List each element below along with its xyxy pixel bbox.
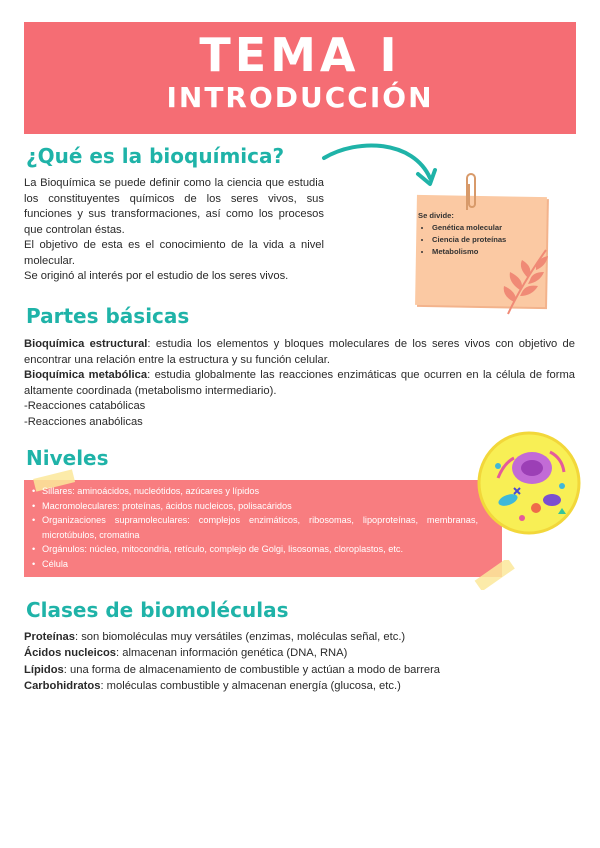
page-subtitle: INTRODUCCIÓN: [166, 81, 434, 114]
sub-catabolicas: -Reacciones catabólicas: [24, 400, 146, 412]
text-estructural: : estudia los elementos y bloques moleculares de los seres vivos con objetivo de encontrar una relación entre la estructura y su función celular.: [24, 338, 575, 366]
list-item: • Organizaciones supramoleculares: complejos enzimáticos, ribosomas, lipoproteínas, membranas, microtúbulos, cromatina: [30, 513, 478, 542]
term-metabolica: Bioquímica metabólica: [24, 369, 148, 381]
note-list: [418, 222, 538, 258]
section-heading-bioquimica: ¿Qué es la bioquímica?: [26, 144, 285, 168]
header-banner: [24, 22, 576, 134]
text-acidos-nucleicos: : almacenan información genética (DNA, RNA): [116, 647, 348, 660]
origin-paragraph: Se originó al interés por el estudio de los seres vivos.: [24, 270, 289, 282]
page-title: TEMA I: [199, 28, 401, 82]
note-item: • Metabolismo: [432, 246, 538, 258]
note-item: • Ciencia de proteínas: [432, 234, 538, 246]
section-heading-partes-basicas: Partes básicas: [26, 304, 190, 328]
note-item: • Genética molecular: [432, 222, 538, 234]
text-lipidos: : una forma de almacenamiento de combustible y actúan a modo de barrera: [63, 663, 441, 676]
sub-anabolicas: -Reacciones anabólicas: [24, 415, 143, 428]
term-lipidos: Lípidos: [24, 663, 64, 676]
objective-paragraph: El objetivo de esta es el conocimiento de la vida a nivel molecular.: [24, 239, 324, 267]
bioquimica-description: [24, 176, 324, 285]
term-proteinas: Proteínas: [24, 631, 75, 643]
biomolecula-row: [24, 645, 584, 661]
list-item: • Orgánulos: núcleo, mitocondria, retículo, complejo de Golgi, lisosomas, cloroplastos, etc.: [30, 542, 478, 557]
text-carbohidratos: : moléculas combustible y almacenan energía (glucosa, etc.): [100, 680, 401, 693]
curved-arrow-icon: [318, 140, 438, 192]
niveles-list: [30, 484, 478, 572]
section-heading-niveles: Niveles: [26, 446, 109, 470]
paperclip-icon: [462, 170, 480, 214]
text-metabolica: : estudia globalmente las reacciones enzimáticas que ocurren en la célula de forma altamente coordinada (metabolismo intermediario).: [24, 369, 575, 397]
list-item: • Célula: [30, 557, 478, 572]
list-item: • Macromoleculares: proteínas, ácidos nucleicos, polisacáridos: [30, 499, 478, 514]
note-content: [418, 210, 538, 258]
section-heading-biomoleculas: Clases de biomoléculas: [26, 598, 289, 622]
term-estructural: Bioquímica estructural: [24, 338, 148, 350]
term-carbohidratos: Carbohidratos: [24, 680, 101, 693]
cell-illustration-icon: [474, 428, 584, 538]
list-item: • Sillares: aminoácidos, nucleótidos, azúcares y lípidos: [30, 484, 478, 499]
definition-paragraph: La Bioquímica se puede definir como la ciencia que estudia los constituyentes químicos de los seres vivos, sus funciones y sus transformaciones, así como los procesos que controlan éstas.: [24, 177, 324, 236]
biomolecula-row: [24, 678, 584, 694]
biomoleculas-content: [24, 629, 584, 695]
text-proteinas: : son biomoléculas muy versátiles (enzimas, moléculas señal, etc.): [74, 631, 406, 643]
biomolecula-row: [24, 662, 584, 678]
term-acidos-nucleicos: Ácidos nucleicos: [24, 647, 117, 660]
partes-basicas-content: [24, 337, 575, 430]
note-label: Se divide:: [418, 211, 454, 220]
biomolecula-row: [24, 629, 584, 645]
